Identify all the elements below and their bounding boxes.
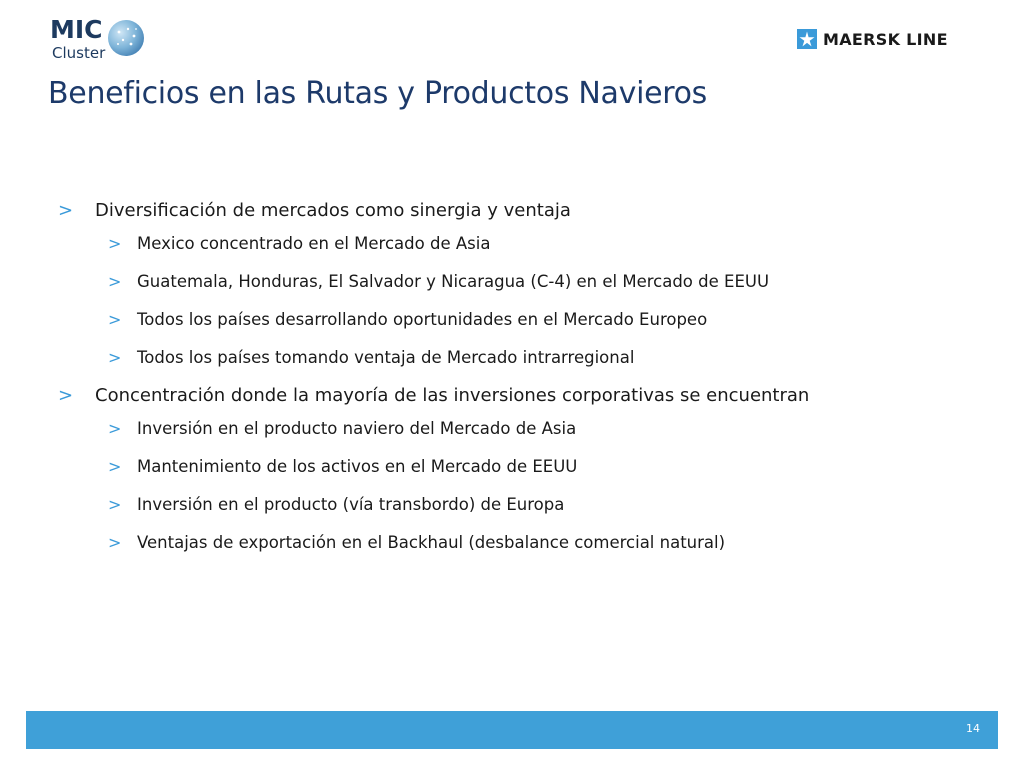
- sub-bullet-text: Ventajas de exportación en el Backhaul (desbalance comercial natural): [137, 533, 726, 552]
- arrow-icon: >: [108, 272, 122, 291]
- sub-bullet-text: Todos los países desarrollando oportunidades en el Mercado Europeo: [137, 310, 708, 329]
- bullet-level2: [58, 347, 958, 369]
- globe-icon: [106, 18, 146, 58]
- bullet-list: [58, 198, 958, 554]
- arrow-icon: >: [108, 348, 122, 367]
- cluster-logo-text: Cluster: [52, 44, 106, 62]
- arrow-icon: >: [108, 419, 122, 438]
- bullet-level2: [58, 456, 958, 478]
- sub-bullet-text: Inversión en el producto naviero del Mercado de Asia: [137, 419, 577, 438]
- arrow-icon: >: [108, 495, 122, 514]
- bullet-level2: [58, 494, 958, 516]
- bullet-level2: [58, 271, 958, 293]
- arrow-icon: >: [108, 234, 122, 253]
- bullet-level1: [58, 198, 958, 223]
- arrow-icon: >: [108, 457, 122, 476]
- arrow-icon: >: [108, 310, 122, 329]
- sub-bullet-text: Mantenimiento de los activos en el Mercado de EEUU: [137, 457, 578, 476]
- sub-bullet-text: Mexico concentrado en el Mercado de Asia: [137, 234, 491, 253]
- page-number: 14: [966, 722, 980, 735]
- maersk-line-logo: [797, 28, 948, 50]
- mic-cluster-logo: [48, 16, 148, 66]
- maersk-brand-text: MAERSK LINE: [823, 29, 948, 49]
- arrow-icon: >: [108, 533, 122, 552]
- footer-bar: [26, 711, 998, 749]
- bullet-text: Concentración donde la mayoría de las inversiones corporativas se encuentran: [95, 385, 810, 406]
- slide-title: Beneficios en las Rutas y Productos Navieros: [48, 76, 708, 111]
- arrow-icon: >: [58, 200, 74, 221]
- maersk-star-icon: [797, 29, 817, 49]
- arrow-icon: >: [58, 385, 74, 406]
- sub-bullet-text: Inversión en el producto (vía transbordo) de Europa: [137, 495, 565, 514]
- bullet-text: Diversificación de mercados como sinergia y ventaja: [95, 200, 571, 221]
- mic-logo-text: MIC: [50, 15, 103, 44]
- sub-bullet-text: Guatemala, Honduras, El Salvador y Nicaragua (C-4) en el Mercado de EEUU: [137, 272, 770, 291]
- bullet-level2: [58, 532, 958, 554]
- sub-bullet-text: Todos los países tomando ventaja de Mercado intrarregional: [137, 348, 635, 367]
- bullet-level2: [58, 309, 958, 331]
- bullet-level2: [58, 418, 958, 440]
- bullet-level2: [58, 233, 958, 255]
- bullet-level1: [58, 383, 835, 408]
